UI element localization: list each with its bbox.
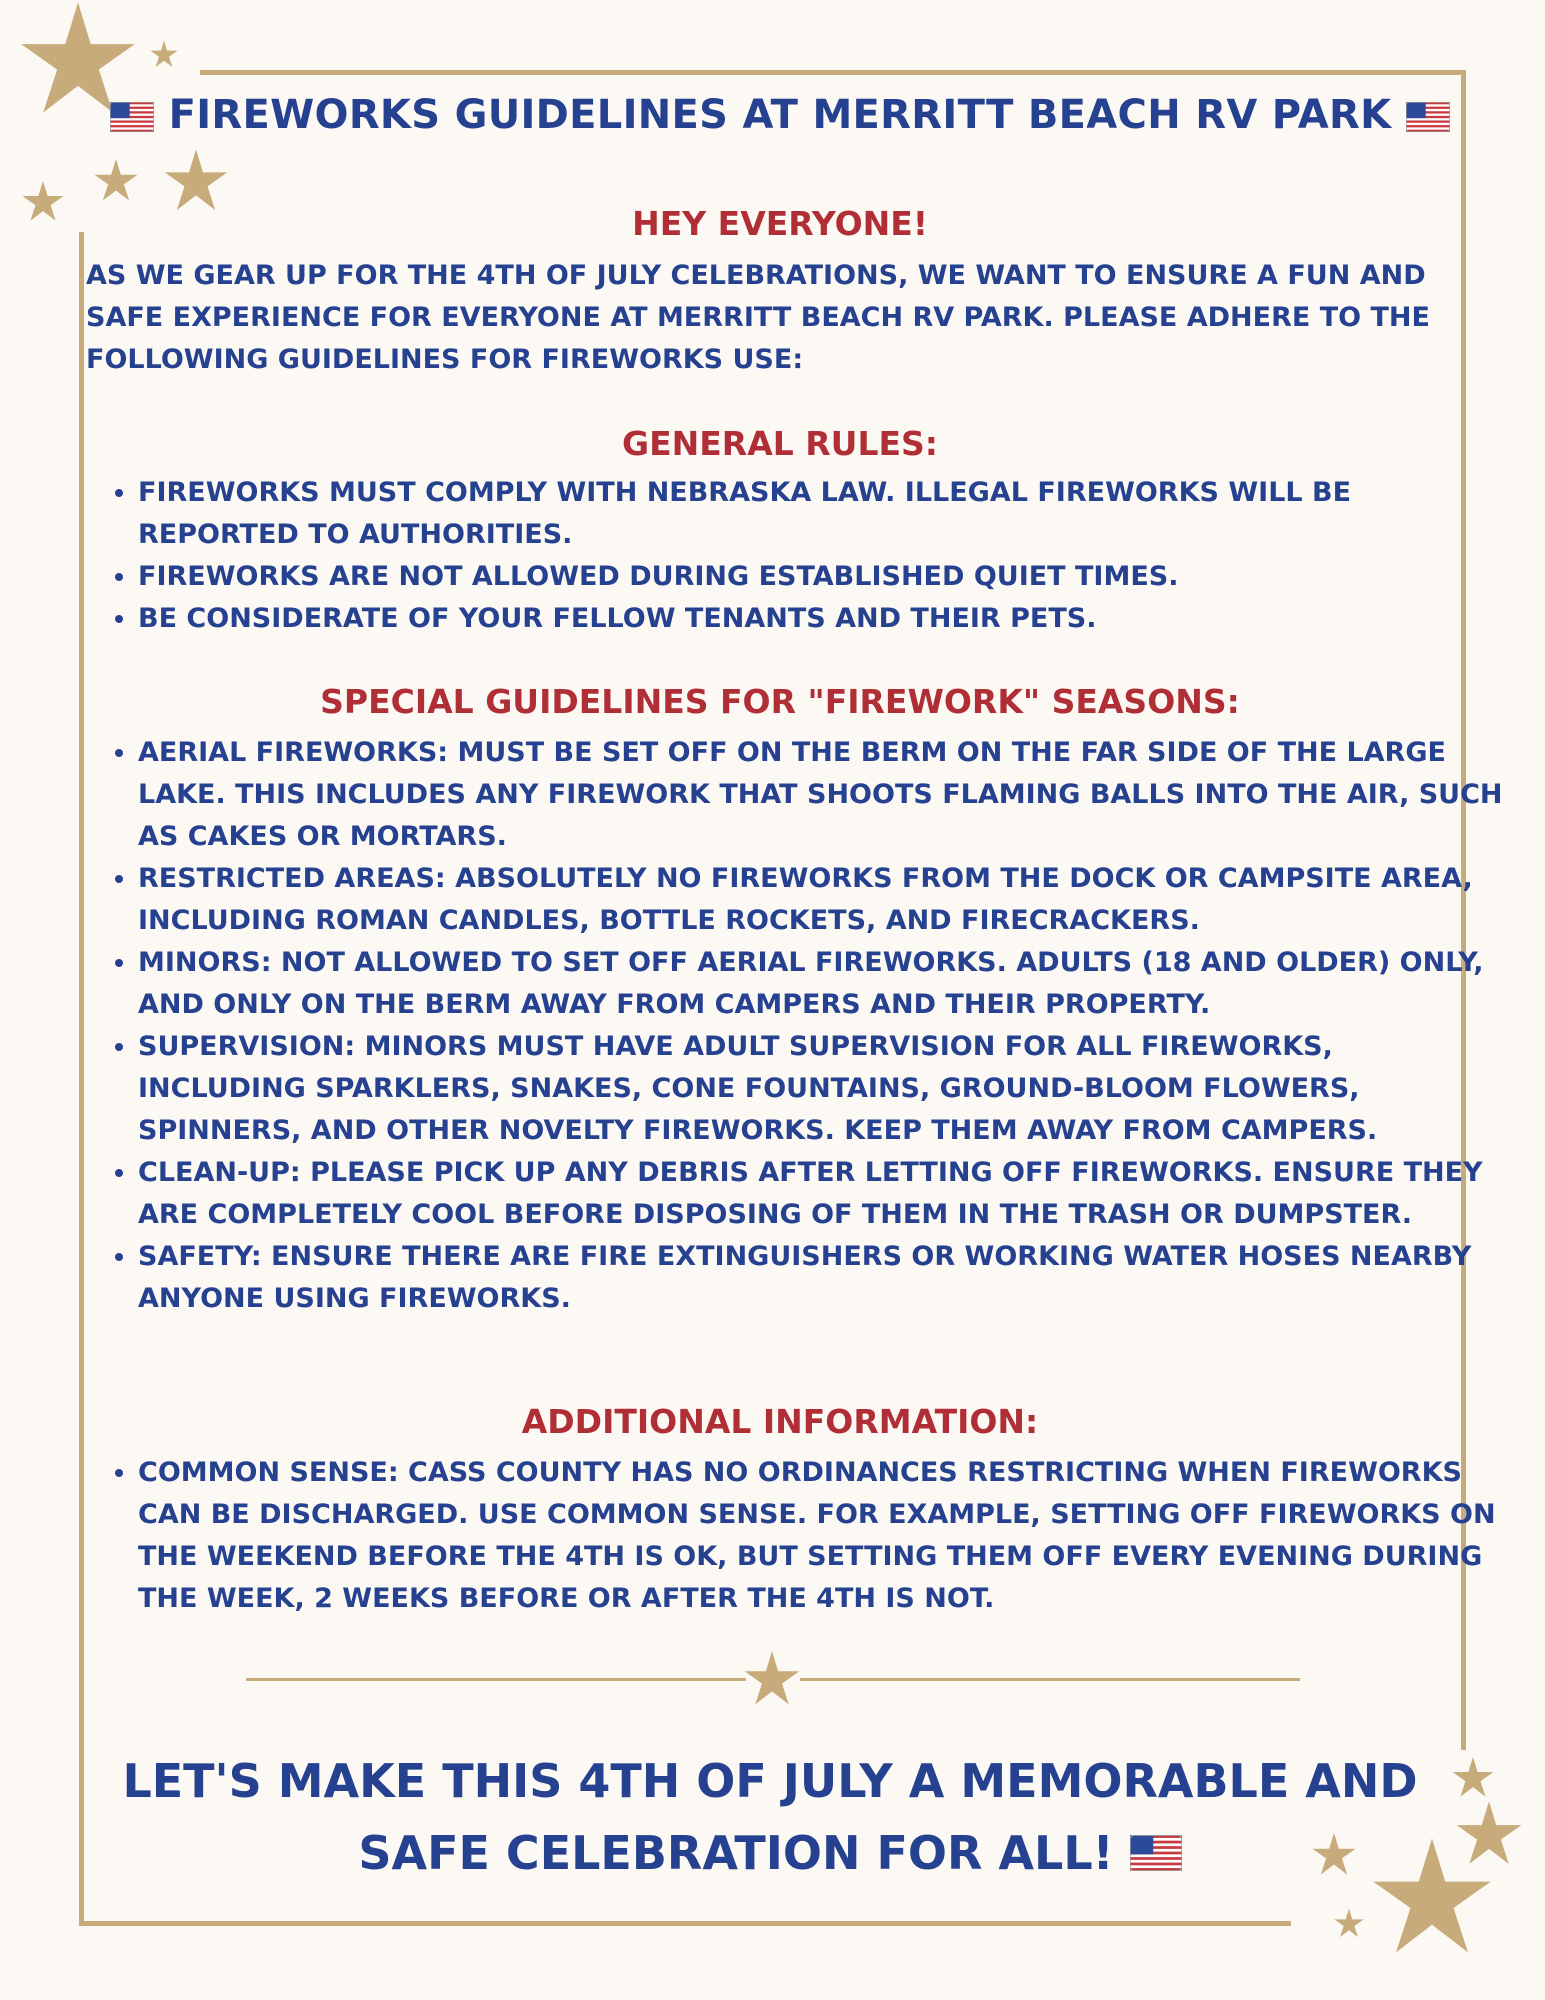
star-icon — [744, 1650, 800, 1706]
us-flag-icon — [1130, 1835, 1182, 1871]
closing-message — [80, 1745, 1460, 1889]
list-item: • CLEAN-UP: PLEASE PICK UP ANY DEBRIS AFTER LETTING OFF FIREWORKS. ENSURE THEY ARE COMPLETELY COOL BEFORE DISPOSING OF THEM IN THE TRASH OR DUMPSTER. — [138, 1152, 1508, 1236]
divider-line — [800, 1678, 1300, 1681]
closing-line-2-wrap — [80, 1817, 1460, 1889]
frame-top-border — [200, 70, 1466, 75]
intro-paragraph: AS WE GEAR UP FOR THE 4TH OF JULY CELEBRATIONS, WE WANT TO ENSURE A FUN AND SAFE EXPERIENCE FOR EVERYONE AT MERRITT BEACH RV PARK. PLEASE ADHERE TO THE FOLLOWING GUIDELINES FOR FIREWORKS USE: — [86, 260, 1430, 375]
divider-line — [246, 1678, 746, 1681]
list-item: • AERIAL FIREWORKS: MUST BE SET OFF ON THE BERM ON THE FAR SIDE OF THE LARGE LAKE. THIS INCLUDES ANY FIREWORK THAT SHOOTS FLAMING BALLS INTO THE AIR, SUCH AS CAKES OR MORTARS. — [138, 732, 1508, 858]
list-item: • COMMON SENSE: CASS COUNTY HAS NO ORDINANCES RESTRICTING WHEN FIREWORKS CAN BE DISCHARGED. USE COMMON SENSE. FOR EXAMPLE, SETTING OFF FIREWORKS ON THE WEEKEND BEFORE THE 4TH IS OK, BUT SETTING THEM OFF EVERY EVENING DURING THE WEEK, 2 WEEKS BEFORE OR AFTER THE 4TH IS NOT. — [138, 1452, 1508, 1620]
special-guidelines-heading: SPECIAL GUIDELINES FOR "FIREWORK" SEASONS: — [320, 682, 1240, 721]
title-text: FIREWORKS GUIDELINES AT MERRITT BEACH RV PARK — [168, 92, 1392, 138]
greeting-heading: HEY EVERYONE! — [632, 204, 928, 243]
list-item: • BE CONSIDERATE OF YOUR FELLOW TENANTS AND THEIR PETS. — [138, 598, 1508, 640]
page-title — [80, 92, 1480, 138]
list-item: • RESTRICTED AREAS: ABSOLUTELY NO FIREWORKS FROM THE DOCK OR CAMPSITE AREA, INCLUDING ROMAN CANDLES, BOTTLE ROCKETS, AND FIRECRACKERS. — [138, 858, 1508, 942]
star-icon — [150, 40, 178, 68]
list-item: • SUPERVISION: MINORS MUST HAVE ADULT SUPERVISION FOR ALL FIREWORKS, INCLUDING SPARKLERS, SNAKES, CONE FOUNTAINS, GROUND-BLOOM FLOWERS, SPINNERS, AND OTHER NOVELTY FIREWORKS. KEEP THEM AWAY FROM CAMPERS. — [138, 1026, 1508, 1152]
closing-line-1: LET'S MAKE THIS 4TH OF JULY A MEMORABLE AND — [122, 1754, 1418, 1808]
additional-info-list — [100, 1452, 1508, 1620]
frame-bottom-border — [79, 1921, 1291, 1926]
additional-info-heading: ADDITIONAL INFORMATION: — [521, 1402, 1039, 1441]
list-item: • SAFETY: ENSURE THERE ARE FIRE EXTINGUISHERS OR WORKING WATER HOSES NEARBY ANYONE USING FIREWORKS. — [138, 1236, 1508, 1320]
list-item: • FIREWORKS MUST COMPLY WITH NEBRASKA LAW. ILLEGAL FIREWORKS WILL BE REPORTED TO AUTHORITIES. — [138, 472, 1508, 556]
frame-left-border — [79, 232, 84, 1926]
list-item: • FIREWORKS ARE NOT ALLOWED DURING ESTABLISHED QUIET TIMES. — [138, 556, 1508, 598]
us-flag-icon — [1406, 102, 1450, 132]
general-rules-list — [100, 472, 1508, 640]
list-item: • MINORS: NOT ALLOWED TO SET OFF AERIAL FIREWORKS. ADULTS (18 AND OLDER) ONLY, AND ONLY ON THE BERM AWAY FROM CAMPERS AND THEIR PROPERTY. — [138, 942, 1508, 1026]
star-icon — [164, 148, 228, 212]
star-icon — [1334, 1908, 1364, 1938]
special-guidelines-list — [100, 732, 1508, 1320]
general-rules-heading: GENERAL RULES: — [622, 424, 938, 463]
us-flag-icon — [110, 102, 154, 132]
star-icon — [94, 158, 138, 202]
closing-line-2: SAFE CELEBRATION FOR ALL! — [358, 1826, 1114, 1880]
star-icon — [22, 180, 64, 222]
